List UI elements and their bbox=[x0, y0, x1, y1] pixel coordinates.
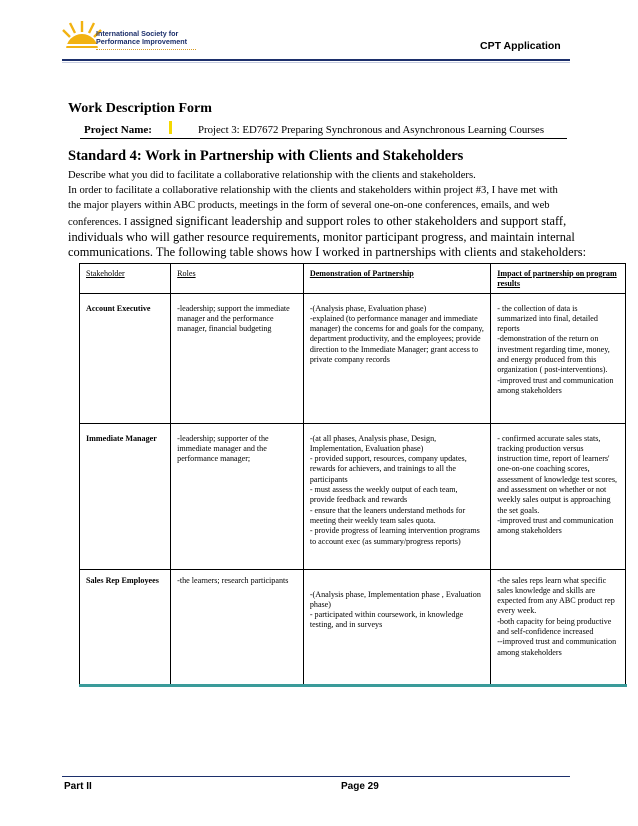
cell-roles: -leadership; support the immediate manager and the performance manager, financial budgeting bbox=[171, 293, 304, 423]
cell-demonstration bbox=[303, 423, 490, 569]
header-rule bbox=[62, 59, 570, 61]
partnership-table bbox=[79, 263, 626, 685]
table-row bbox=[80, 569, 626, 684]
cell-roles: -the learners; research participants bbox=[171, 569, 304, 684]
para-line-large: individuals who will gather resource requirements, monitor participant progress, and maintain internal bbox=[68, 229, 575, 244]
header-demonstration: Demonstration of Partnership bbox=[303, 264, 490, 294]
cell-impact bbox=[491, 569, 626, 684]
header-rule-shadow bbox=[62, 62, 570, 63]
cell-line: -(at all phases, Analysis phase, Design, Implementation, Evaluation phase) bbox=[309, 433, 437, 453]
cell-line: -demonstration of the return on investment regarding time, money, and energy produced from this organization ( post-interventions). bbox=[497, 334, 610, 375]
para-fragment-large: assigned significant leadership and support roles to other stakeholders and support staff, bbox=[130, 213, 567, 228]
cell-line: -improved trust and communication among stakeholders bbox=[497, 375, 614, 395]
cell-impact bbox=[491, 293, 626, 423]
cell-line: -(Analysis phase, Implementation phase , Evaluation phase) bbox=[309, 589, 481, 609]
org-name bbox=[96, 30, 187, 46]
table-row bbox=[80, 423, 626, 569]
table-row bbox=[80, 293, 626, 423]
cell-line: -both capacity for being productive and self-confidence increased bbox=[497, 616, 612, 637]
cell-line: - provided support, resources, company updates, rewards for achievers, and trainings to all the participants bbox=[309, 454, 467, 484]
cell-stakeholder: Account Executive bbox=[80, 293, 171, 423]
cell-demonstration bbox=[303, 569, 490, 684]
header-stakeholder: Stakeholder bbox=[80, 264, 171, 294]
standard-description bbox=[68, 168, 620, 260]
para-line-large: communications. The following table shows how I worked in partnerships with clients and stakeholders: bbox=[68, 245, 587, 260]
cell-line: - ensure that the leaners understand methods for meeting their weekly team sales quota. bbox=[309, 505, 466, 525]
org-name-line1: International Society for bbox=[96, 29, 179, 38]
form-title: Work Description Form bbox=[68, 101, 212, 116]
cell-line: -(Analysis phase, Evaluation phase) bbox=[309, 303, 427, 313]
header-impact: Impact of partnership on program results bbox=[491, 264, 626, 294]
cell-impact bbox=[491, 423, 626, 569]
table-bottom-rule bbox=[79, 684, 627, 687]
cell-roles: -leadership; supporter of the immediate manager and the performance manager; bbox=[171, 423, 304, 569]
cell-demonstration bbox=[303, 293, 490, 423]
cell-line: - confirmed accurate sales stats, tracking production versus instruction time, report of learners' one-on-one coaching scores, assessment of knowledge test scores, and assessment on whether or not weekly sales output is approaching the set goals. bbox=[497, 433, 618, 515]
project-rule bbox=[80, 138, 567, 139]
cell-line: - participated within coursework, in knowledge testing, and in surveys bbox=[309, 610, 464, 630]
project-label: Project Name: bbox=[84, 124, 152, 136]
cell-line: - must assess the weekly output of each team, provide feedback and rewards bbox=[309, 485, 458, 505]
cell-stakeholder: Sales Rep Employees bbox=[80, 569, 171, 684]
para-fragment: conferences. I bbox=[68, 216, 131, 228]
project-value: Project 3: ED7672 Preparing Synchronous and Asynchronous Learning Courses bbox=[198, 124, 545, 136]
header-roles: Roles bbox=[171, 264, 304, 294]
footer-rule bbox=[62, 776, 570, 777]
cell-line: --improved trust and communication among stakeholders bbox=[497, 637, 617, 657]
highlight-marker bbox=[169, 121, 172, 134]
org-name-line2: Performance Improvement bbox=[96, 37, 188, 46]
cell-line: -improved trust and communication among stakeholders bbox=[497, 515, 614, 536]
header-title: CPT Application bbox=[480, 40, 561, 52]
table-header-row bbox=[80, 264, 626, 294]
footer-section: Part II bbox=[64, 781, 92, 792]
cell-line: - the collection of data is summarized into final, detailed reports bbox=[497, 303, 598, 334]
standard-title: Standard 4: Work in Partnership with Clients and Stakeholders bbox=[68, 148, 464, 164]
para-line: the major players within ABC products, meetings in the form of several one-on-one conferences, emails, and web bbox=[68, 200, 550, 212]
cell-line: -explained (to performance manager and immediate manager) the concerns for and goals for the company, department productivity, and the employees; provide direction to the Immediate Manager; grant access to private company records bbox=[309, 313, 484, 365]
cell-line: -the sales reps learn what specific sales knowledge and skills are expected from any ABC product rep every week. bbox=[497, 575, 615, 616]
page-number: Page 29 bbox=[341, 781, 379, 792]
para-line-mixed bbox=[68, 214, 620, 230]
para-line: Describe what you did to facilitate a collaborative relationship with the clients and stakeholders. bbox=[68, 170, 476, 181]
cell-line: - provide progress of learning intervention programs to account exec (as summary/progress reports) bbox=[309, 526, 480, 546]
cell-stakeholder: Immediate Manager bbox=[80, 423, 171, 569]
logo-tagline-rule bbox=[96, 49, 196, 52]
para-line: In order to facilitate a collaborative relationship with the clients and stakeholders within project #3, I have met with bbox=[68, 185, 558, 197]
